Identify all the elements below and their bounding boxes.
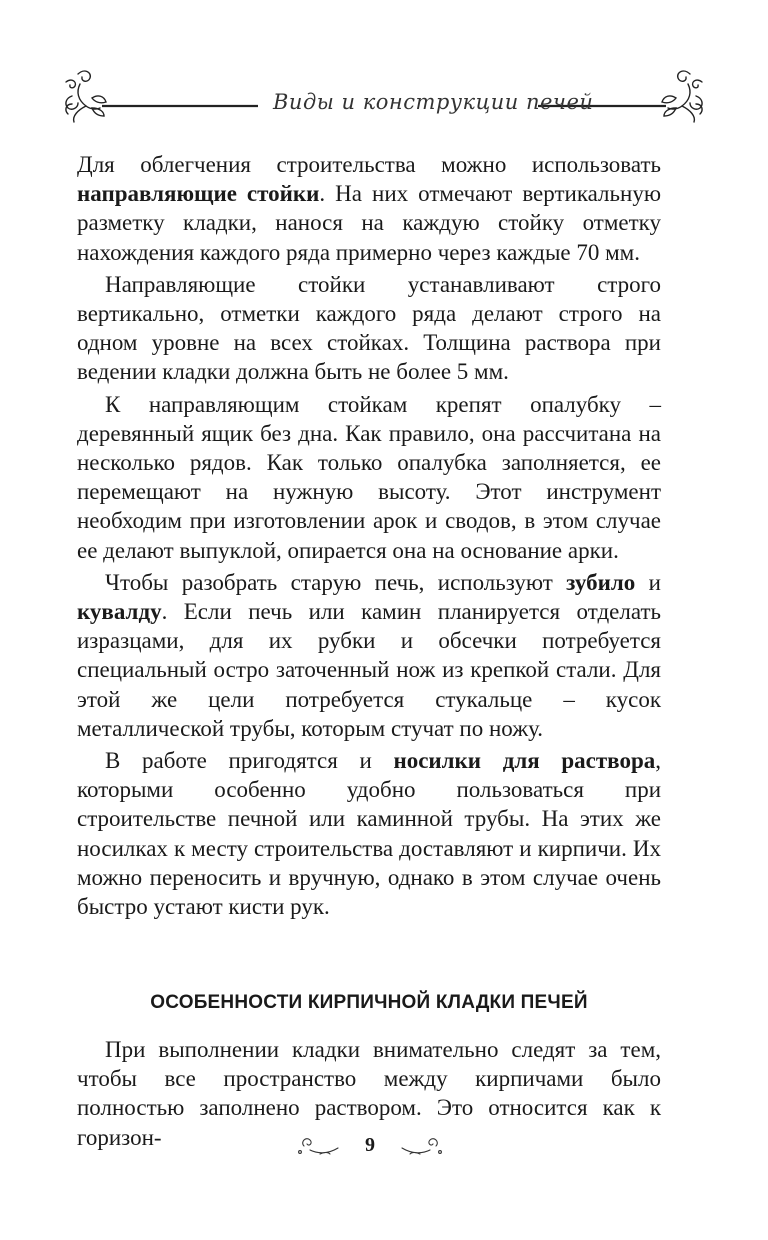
text-run: В работе пригодятся и [105,748,394,774]
text-run: Чтобы разобрать старую печь, используют [105,569,567,595]
body-text [77,150,661,924]
bold-term: зубило [566,569,636,595]
header-left-floral-icon [66,71,106,122]
text-run: К направляющим стойкам крепят опалубку – деревянный ящик без дна. Как правило, она рассчитана на несколько рядов. Как только опалубка заполняется, ее перемещают на нужную высоту. Этот инструмент необходим при изготовлении арок и сводов, в этом случае ее делают выпуклой, опирается она на основание арки. [77,391,661,563]
bold-term: направляющие стойки [77,181,320,207]
paragraph [77,390,661,565]
text-run: . На них отмечают вертикальную разметку кладки, нанося на каждую стойку отметку нахождения каждого ряда примерно через каждые 70 мм. [77,181,662,265]
paragraph [77,746,661,921]
running-header [58,62,710,132]
paragraph [77,150,661,267]
page-number: 9 [365,1134,375,1156]
text-run: Для облегчения строительства можно использовать [77,152,661,177]
section-heading: ОСОБЕННОСТИ КИРПИЧНОЙ КЛАДКИ ПЕЧЕЙ [150,992,588,1013]
paragraph [77,568,661,743]
header-right-floral-icon [662,71,702,122]
section-paragraph: При выполнении кладки внимательно следят за тем, чтобы все пространство между кирпичами было полностью заполнено раствором. Это относится как к горизон- [77,1037,661,1150]
text-run: . Если печь или камин планируется отделать изразцами, для их рубки и обсечки потребуется специальный остро заточенный нож из крепкой стали. Для этой же цели потребуется стукальце – кусок металлической трубы, которым стучат по ножу. [77,599,661,741]
text-run: , которыми особенно удобно пользоваться при строительстве печной или каминной трубы. На этих же носилках к месту строительства доставляют и кирпичи. Их можно переносить и вручную, однако в этом случае очень быстро устают кисти рук. [77,748,661,920]
running-header-title: Виды и конструкции печей [273,90,594,114]
page-footer [290,1128,450,1168]
paragraph [77,270,661,387]
footer-right-swirl-icon [402,1139,441,1154]
bold-term: кувалду [77,599,162,625]
text-run: Направляющие стойки устанавливают строго вертикально, отметки каждого ряда делают строго на одном уровне на всех стойках. Толщина раствора при ведении кладки должна быть не более 5 мм. [77,271,661,385]
text-run: и [635,569,661,595]
footer-left-swirl-icon [299,1139,338,1154]
bold-term: носилки для раствора [393,748,656,774]
